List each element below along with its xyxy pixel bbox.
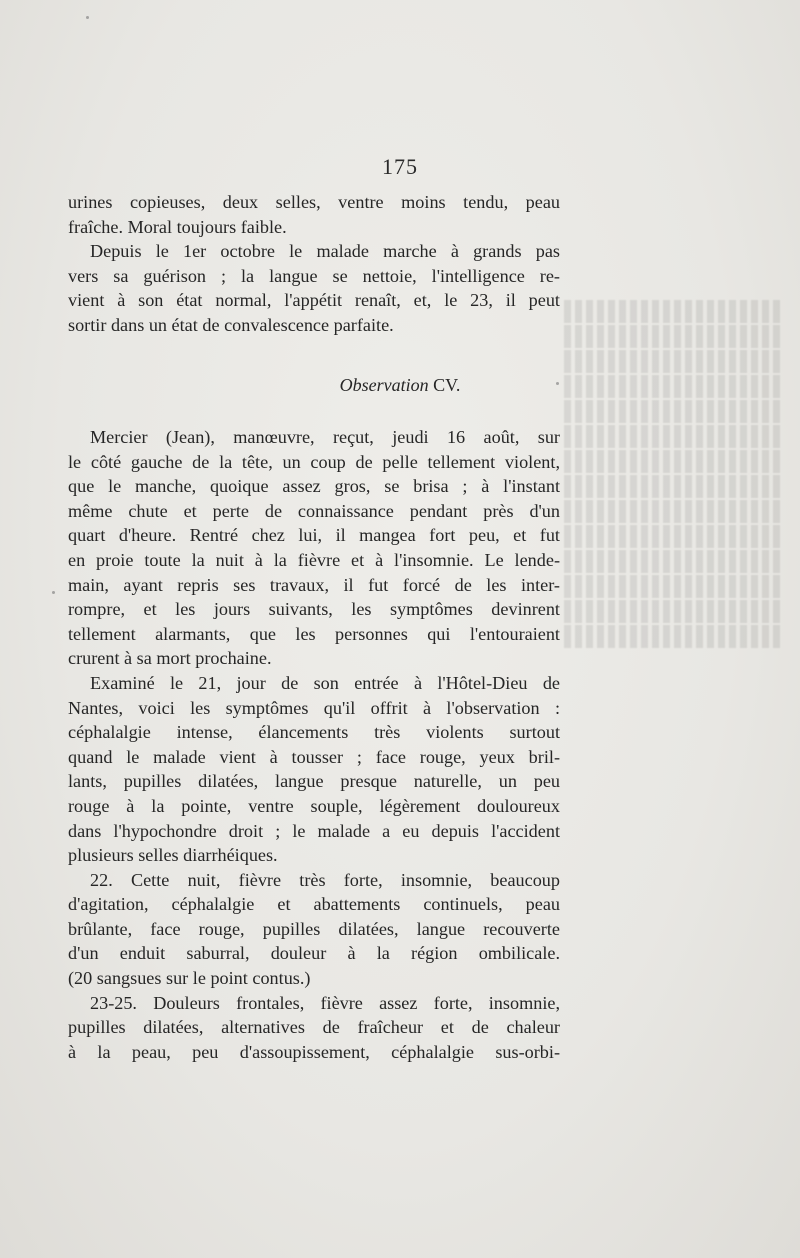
text-line: lants, pupilles dilatées, langue presque naturelle, un peu (68, 771, 560, 792)
text-line: rompre, et les jours suivants, les symptômes devinrent (68, 599, 560, 620)
text-line: en proie toute la nuit à la fièvre et à l'insomnie. Le lende- (68, 549, 560, 570)
text-line: le côté gauche de la tête, un coup de pelle tellement violent, (68, 451, 560, 472)
paragraph-3 (68, 425, 560, 671)
page-number: 175 (382, 154, 418, 179)
text-line: plusieurs selles diarrhéiques. (68, 845, 278, 866)
paragraph-6 (68, 991, 560, 1065)
paper-speck (86, 16, 89, 19)
text-line: même chute et perte de connaissance pendant près d'un (68, 500, 560, 521)
text-line: d'un enduit saburral, douleur à la région ombilicale. (68, 943, 560, 964)
heading-number: CV. (428, 375, 461, 395)
paragraph-2 (68, 239, 560, 337)
text-line: urines copieuses, deux selles, ventre moins tendu, peau (68, 192, 560, 212)
text-line: dans l'hypochondre droit ; le malade a eu depuis l'accident (68, 820, 560, 841)
text-line: crurent à sa mort prochaine. (68, 648, 272, 669)
paper-speck (52, 591, 55, 594)
text-line: sortir dans un état de convalescence parfaite. (68, 314, 394, 335)
observation-heading (0, 375, 800, 396)
text-line: brûlante, face rouge, pupilles dilatées, langue recouverte (68, 918, 560, 939)
text-block-top (68, 190, 560, 338)
show-through-text (560, 300, 780, 700)
heading-italic: Observation (339, 375, 429, 395)
text-line: Nantes, voici les symptômes qu'il offrit à l'observation : (68, 697, 560, 718)
text-line: 23-25. Douleurs frontales, fièvre assez forte, insomnie, (90, 992, 560, 1013)
text-line: quart d'heure. Rentré chez lui, il mangea fort peu, et fut (68, 525, 560, 546)
text-block-main (68, 425, 560, 1064)
text-line: vient à son état normal, l'appétit renaît, et, le 23, il peut (68, 290, 560, 311)
text-line: à la peau, peu d'assoupissement, céphalalgie sus-orbi- (68, 1041, 560, 1062)
text-line: céphalalgie intense, élancements très violents surtout (68, 722, 560, 743)
text-line: tellement alarmants, que les personnes qui l'entouraient (68, 623, 560, 644)
text-line: (20 sangsues sur le point contus.) (68, 968, 311, 989)
paragraph-5 (68, 868, 560, 991)
text-line: Mercier (Jean), manœuvre, reçut, jeudi 16 août, sur (90, 427, 560, 447)
text-line: fraîche. Moral toujours faible. (68, 216, 287, 237)
text-line: d'agitation, céphalalgie et abattements continuels, peau (68, 894, 560, 915)
text-line: 22. Cette nuit, fièvre très forte, insomnie, beaucoup (90, 869, 560, 890)
text-line: pupilles dilatées, alternatives de fraîcheur et de chaleur (68, 1017, 560, 1038)
text-line: rouge à la pointe, ventre souple, légèrement douloureux (68, 795, 560, 816)
text-line: vers sa guérison ; la langue se nettoie, l'intelligence re- (68, 265, 560, 286)
text-line: que le manche, quoique assez gros, se brisa ; à l'instant (68, 476, 560, 497)
text-line: quand le malade vient à tousser ; face rouge, yeux bril- (68, 746, 560, 767)
paragraph-1 (68, 190, 560, 239)
text-line: main, ayant repris ses travaux, il fut forcé de les inter- (68, 574, 560, 595)
text-line: Depuis le 1er octobre le malade marche à grands pas (90, 241, 560, 262)
text-line: Examiné le 21, jour de son entrée à l'Hôtel-Dieu de (90, 672, 560, 693)
paragraph-4 (68, 671, 560, 868)
